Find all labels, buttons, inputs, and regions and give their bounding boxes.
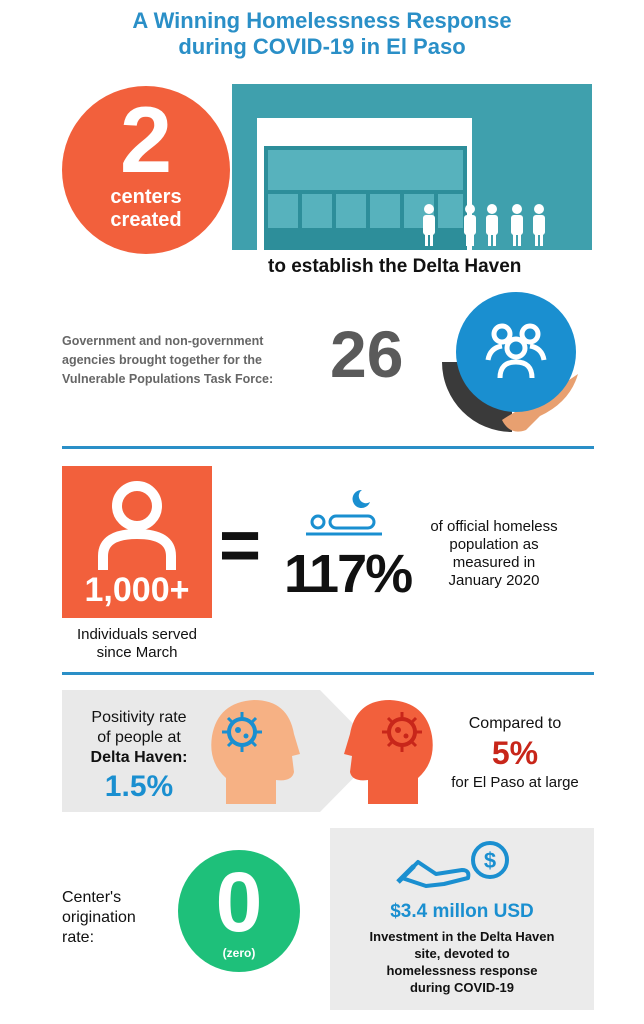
percent-desc-line-2: population as <box>449 536 539 553</box>
origination-circle <box>178 850 300 972</box>
building-illustration <box>232 84 592 250</box>
divider-1 <box>62 446 594 449</box>
head-virus-icon-red <box>344 696 438 804</box>
percent-desc-line-1: of official homeless <box>430 518 558 535</box>
served-caption <box>56 626 218 662</box>
divider-2 <box>62 672 594 675</box>
equals-sign: = <box>219 506 262 586</box>
compare-value: 5% <box>491 735 539 771</box>
origination-line-1: Center's <box>62 889 122 906</box>
investment-line-4: during COVID-19 <box>409 980 514 995</box>
percent-desc-line-3: measured in <box>452 554 536 571</box>
investment-description <box>330 928 594 996</box>
investment-amount: $3.4 millon USD <box>390 901 534 922</box>
origination-value-caption: (zero) <box>222 946 256 960</box>
agencies-number: 26 <box>330 317 404 391</box>
centers-label <box>62 186 230 232</box>
svg-text:$: $ <box>483 848 497 873</box>
served-caption-line-1: Individuals served <box>76 626 198 643</box>
percent-desc-line-4: January 2020 <box>448 572 540 589</box>
handshake-illustration <box>440 290 590 440</box>
origination-line-2: origination <box>62 909 136 926</box>
origination-line-3: rate: <box>62 929 95 946</box>
investment-panel <box>330 828 594 1010</box>
centers-circle <box>62 86 230 254</box>
compared-label: Compared to <box>468 715 562 732</box>
agencies-text-line-3: Vulnerable Populations Task Force: <box>62 372 274 386</box>
centers-label-line-2: created <box>110 209 182 231</box>
hand-dollar-icon <box>396 840 516 896</box>
centers-caption: to establish the Delta Haven <box>268 256 522 277</box>
investment-line-1: Investment in the Delta Haven <box>369 929 555 944</box>
agencies-text-line-1: Government and non-government <box>62 334 264 348</box>
agencies-text <box>62 332 273 389</box>
percent-value: 117% <box>284 544 412 604</box>
agencies-text-line-2: agencies brought together for the <box>62 353 263 367</box>
served-number: 1,000+ <box>84 571 190 609</box>
sleeping-person-icon <box>304 486 384 538</box>
investment-line-2: site, devoted to <box>414 946 510 961</box>
title-line-1: A Winning Homelessness Response <box>132 8 512 33</box>
compare-caption: for El Paso at large <box>451 774 579 791</box>
building-window-top <box>268 150 463 190</box>
positivity-label <box>70 708 208 768</box>
origination-label <box>62 888 136 948</box>
centers-number: 2 <box>119 87 173 192</box>
positivity-line-2: of people at <box>97 729 181 746</box>
percent-description <box>404 518 584 590</box>
moon-icon <box>353 490 370 508</box>
person-icon <box>97 478 177 570</box>
positivity-line-1: Positivity rate <box>91 709 187 726</box>
origination-value: 0 <box>215 855 263 949</box>
centers-label-line-1: centers <box>110 186 182 208</box>
positivity-value: 1.5% <box>104 770 174 803</box>
positivity-line-3: Delta Haven: <box>90 749 188 766</box>
investment-line-3: homelessness response <box>386 963 538 978</box>
served-box <box>62 466 212 618</box>
head-virus-icon-blue <box>206 696 300 804</box>
served-caption-line-2: since March <box>96 644 178 661</box>
infographic-title <box>0 8 644 60</box>
group-circle <box>456 292 576 412</box>
title-line-2: during COVID-19 in El Paso <box>178 34 466 59</box>
